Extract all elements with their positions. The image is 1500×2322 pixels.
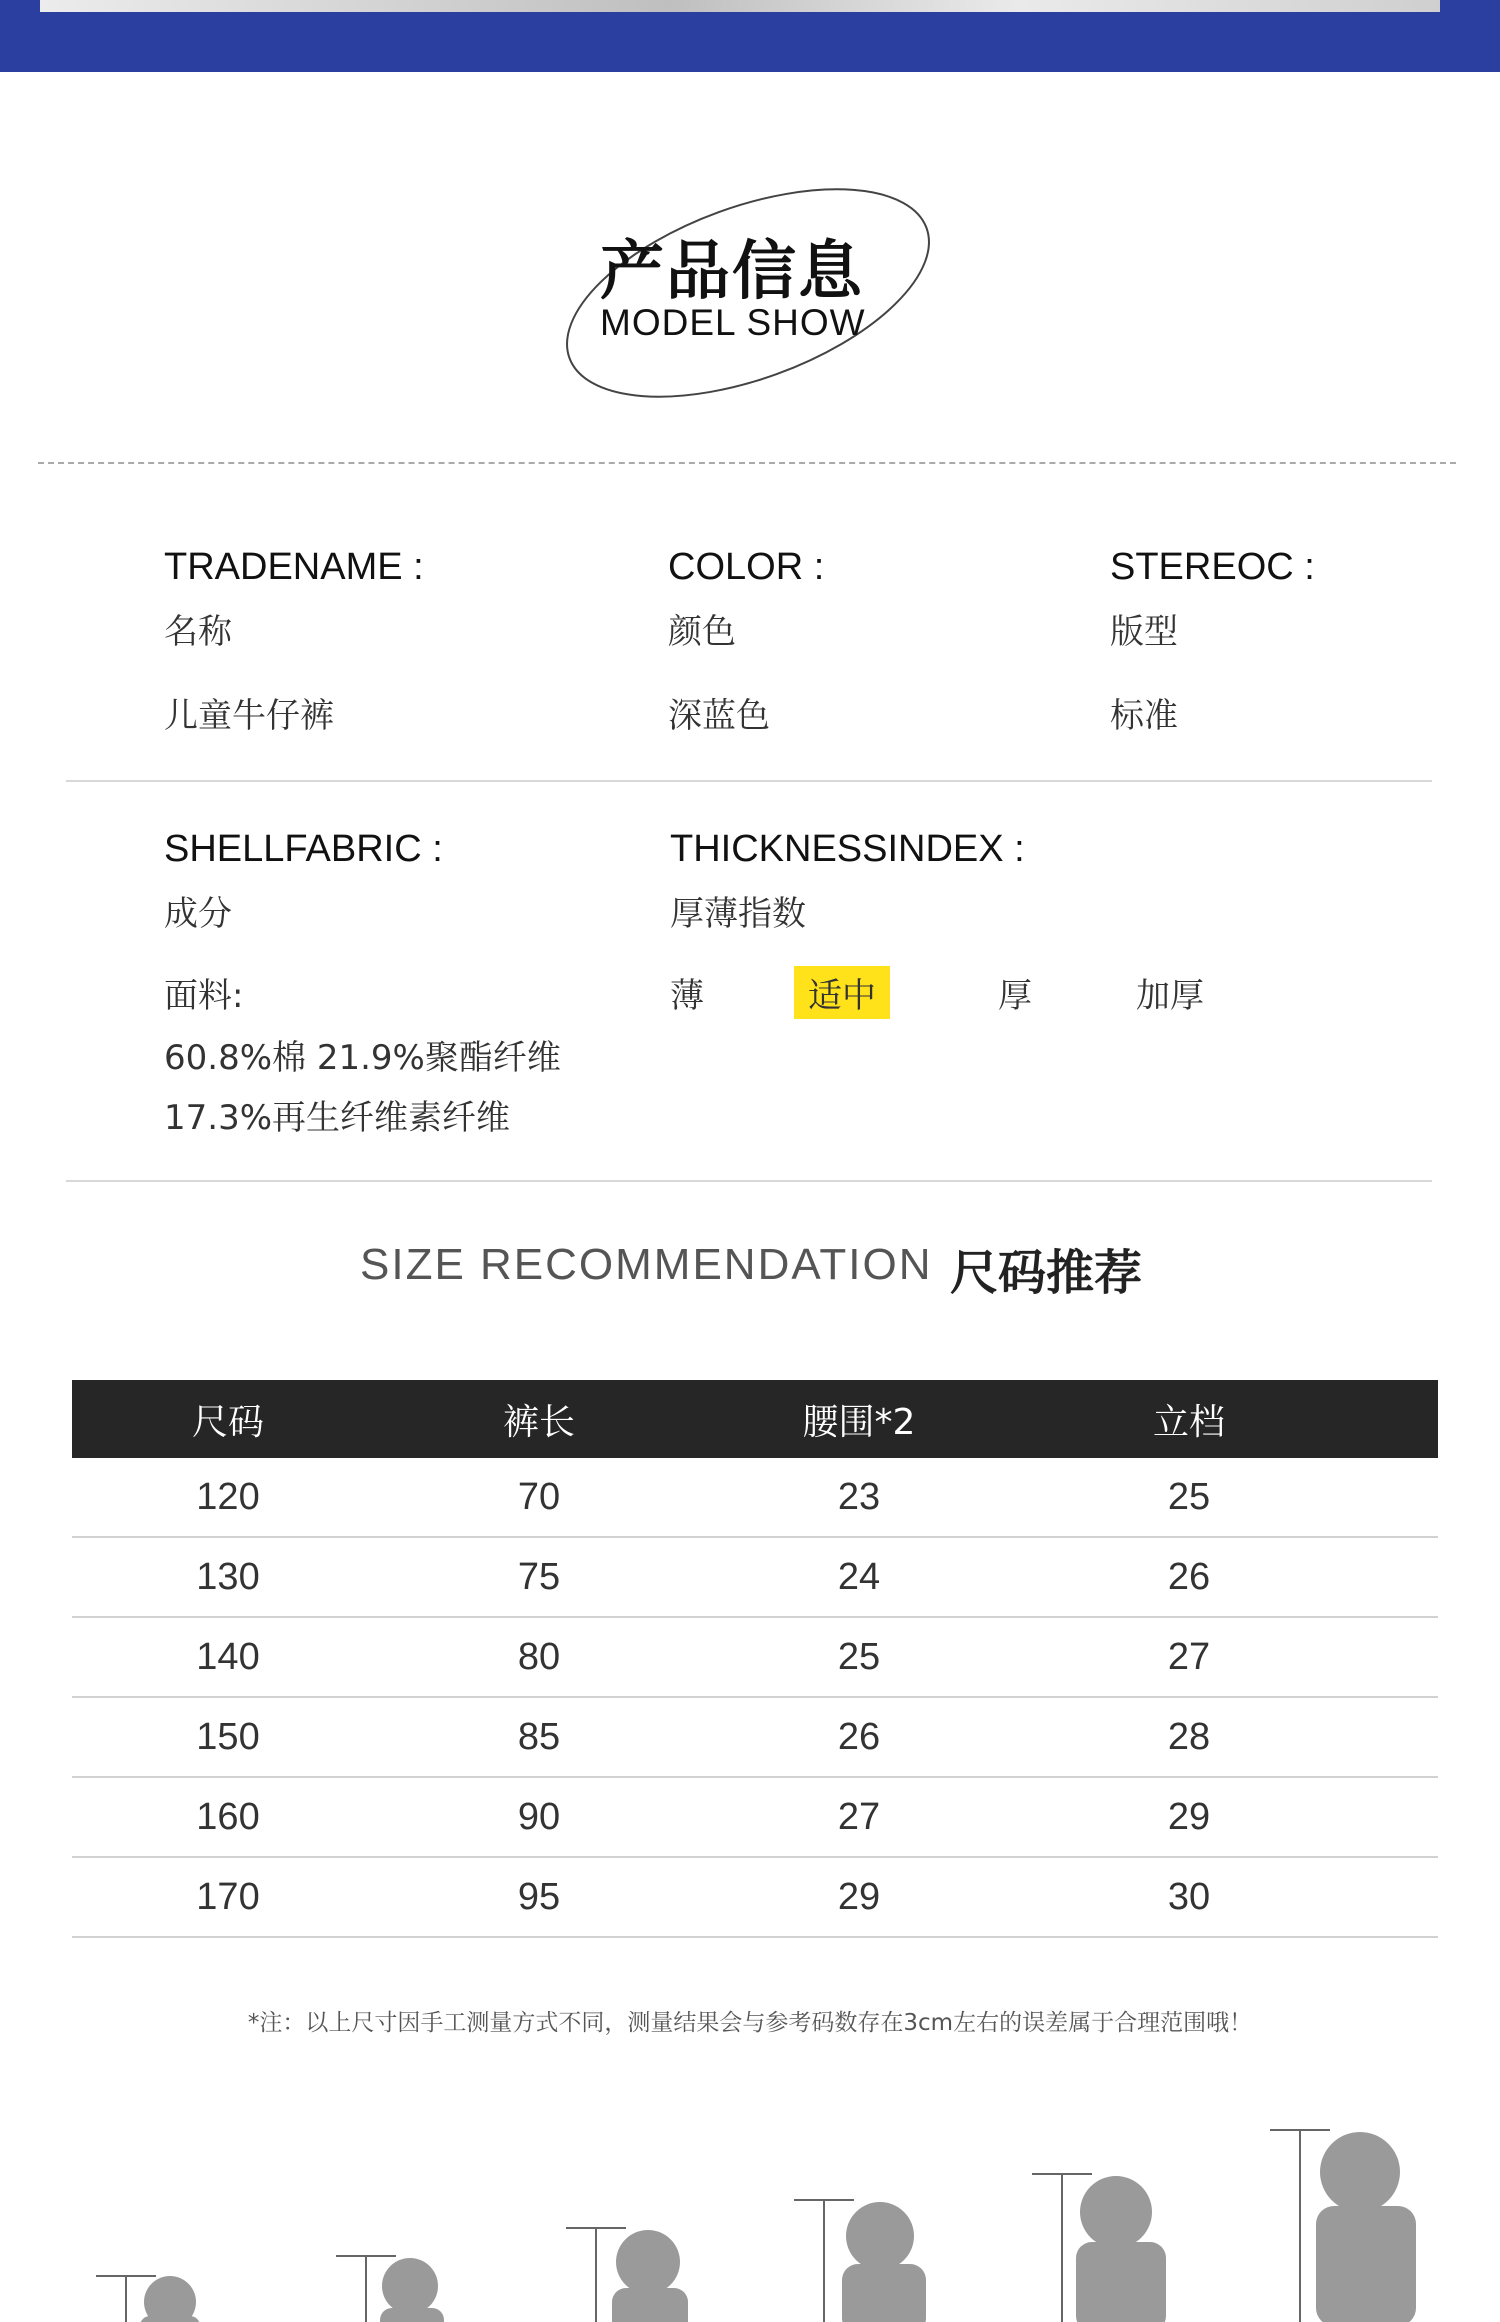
top-banner (0, 0, 1500, 72)
tradename-value: 儿童牛仔裤 (164, 696, 334, 736)
shellfabric-label-cn: 成分 (164, 894, 232, 934)
cell-waist: 23 (837, 1475, 881, 1518)
info-divider-1 (66, 780, 1432, 782)
thickness-option-thick: 厚 (998, 976, 1032, 1016)
child-silhouette-1 (96, 2276, 200, 2322)
tradename-label-cn: 名称 (164, 612, 232, 652)
cell-size: 150 (196, 1715, 260, 1758)
color-label-cn: 颜色 (668, 612, 736, 652)
section-title-cn: 产品信息 (600, 235, 864, 309)
table-row (72, 1458, 1438, 1538)
info-divider-2 (66, 1180, 1432, 1182)
shellfabric-label-en: SHELLFABRIC : (164, 828, 443, 870)
thickness-label-en: THICKNESSINDEX : (670, 828, 1025, 870)
fabric-line-1: 面料: (164, 976, 244, 1016)
cell-length: 75 (517, 1555, 561, 1598)
thickness-label-cn: 厚薄指数 (670, 894, 806, 934)
cell-length: 85 (517, 1715, 561, 1758)
thickness-option-extra-thick: 加厚 (1136, 976, 1204, 1016)
cell-size: 120 (196, 1475, 260, 1518)
cell-waist: 26 (837, 1715, 881, 1758)
cell-rise: 25 (1167, 1475, 1211, 1518)
size-table (72, 1380, 1438, 1938)
color-label-en: COLOR : (668, 546, 825, 588)
header-size: 尺码 (191, 1401, 264, 1443)
child-silhouette-2 (336, 2256, 444, 2322)
color-value: 深蓝色 (668, 696, 770, 736)
cell-rise: 30 (1167, 1875, 1211, 1918)
table-row (72, 1618, 1438, 1698)
cell-rise: 26 (1167, 1555, 1211, 1598)
table-row (72, 1858, 1438, 1938)
child-silhouette-5 (1032, 2174, 1166, 2322)
table-row (72, 1538, 1438, 1618)
table-row (72, 1698, 1438, 1778)
cell-waist: 25 (837, 1635, 881, 1678)
cell-waist: 24 (837, 1555, 881, 1598)
tradename-label-en: TRADENAME : (164, 546, 424, 588)
cell-waist: 29 (837, 1875, 881, 1918)
table-header (72, 1380, 1438, 1458)
cell-size: 160 (196, 1795, 260, 1838)
child-silhouette-4 (794, 2200, 926, 2322)
section-title-en: MODEL SHOW (600, 302, 866, 343)
cell-length: 70 (517, 1475, 561, 1518)
cell-size: 140 (196, 1635, 260, 1678)
stereo-value: 标准 (1110, 696, 1178, 736)
children-height-illustration (0, 2090, 1500, 2322)
table-row (72, 1778, 1438, 1858)
child-silhouette-3 (566, 2228, 688, 2322)
thickness-option-thin: 薄 (670, 976, 704, 1016)
size-recommendation-title-cn: 尺码推荐 (950, 1245, 1143, 1301)
cell-size: 130 (196, 1555, 260, 1598)
fabric-line-3: 17.3%再生纤维素纤维 (164, 1098, 511, 1138)
cell-rise: 28 (1167, 1715, 1211, 1758)
cell-rise: 27 (1167, 1635, 1211, 1678)
stereo-label-en: STEREOC : (1110, 546, 1315, 588)
fabric-line-2: 60.8%棉 21.9%聚酯纤维 (164, 1038, 561, 1078)
header-rise: 立档 (1152, 1401, 1225, 1443)
thickness-option-medium-selected: 适中 (794, 966, 890, 1019)
dashed-divider (38, 462, 1456, 464)
header-waist: 腰围*2 (802, 1401, 916, 1443)
child-silhouette-6 (1270, 2130, 1416, 2322)
cell-length: 80 (517, 1635, 561, 1678)
banner-product-image-strip (40, 0, 1440, 12)
cell-size: 170 (196, 1875, 260, 1918)
size-recommendation-title-en: SIZE RECOMMENDATION (360, 1240, 933, 1289)
cell-rise: 29 (1167, 1795, 1211, 1838)
cell-length: 95 (517, 1875, 561, 1918)
cell-waist: 27 (837, 1795, 881, 1838)
header-length: 裤长 (502, 1401, 575, 1443)
cell-length: 90 (517, 1795, 561, 1838)
stereo-label-cn: 版型 (1110, 612, 1178, 652)
measurement-note: *注：以上尺寸因手工测量方式不同，测量结果会与参考码数存在3cm左右的误差属于合理范围哦！ (247, 2010, 1253, 2036)
